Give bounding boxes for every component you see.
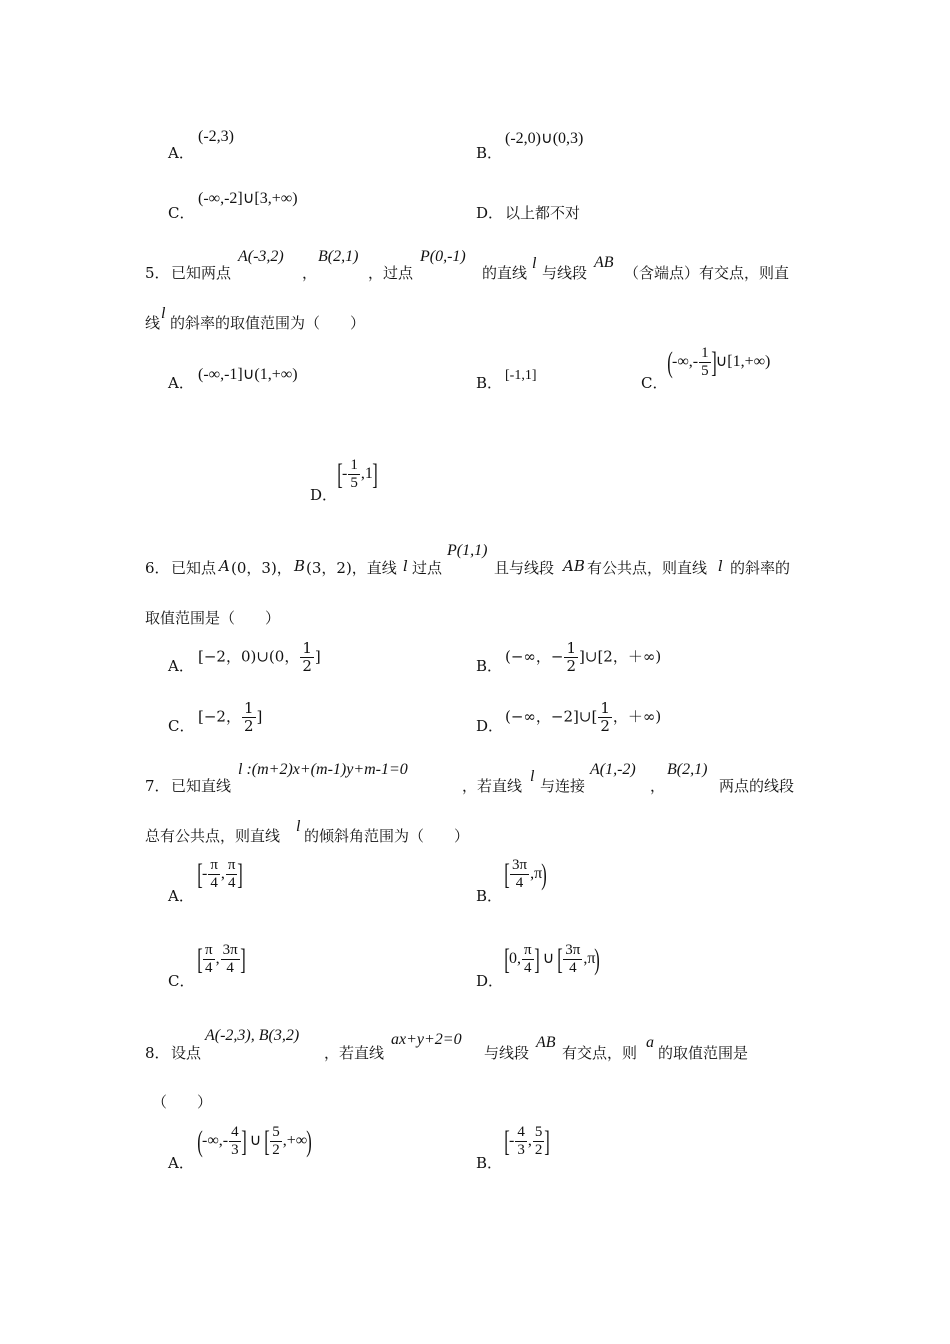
q8-number: 8．	[145, 1044, 170, 1062]
q5-segment-ab: AB	[594, 254, 614, 271]
q8-option-b-label: B．	[476, 1154, 503, 1172]
q6-option-a-value: [−2，0)∪(0， $\frac{1}{2}$ ]	[198, 639, 321, 675]
q7-text-5: 总有公共点，则直线	[145, 827, 281, 845]
q5-text-5: （含端点）有交点，则直	[624, 264, 790, 282]
q8-option-a-fraction-1: $\frac{4}{3}$	[231, 1124, 239, 1158]
q6-line-l: l	[403, 557, 408, 575]
q7-option-c-fraction-1: $\frac{\pi}{4}$	[205, 942, 213, 976]
q8-text-3: 与线段	[484, 1044, 530, 1062]
q8-option-b-fraction-2: $\frac{5}{2}$	[534, 1124, 543, 1158]
q8-option-a-fraction-2: $\frac{5}{2}$	[272, 1124, 280, 1158]
q7-option-c-fraction-2: $\frac{3\pi}{4}$	[222, 942, 238, 976]
q4-option-a-value: (-2,3)	[198, 128, 234, 145]
q7-option-d-value: [0, $\frac{\pi}{4}$ ] ∪ [ $\frac{3\pi}{4}$ ,π)	[504, 942, 601, 976]
q4-option-c-label: C．	[168, 204, 195, 222]
q8-text-4: 有交点，则	[562, 1044, 638, 1062]
q6-option-d-value: (−∞，−2]∪[ $\frac{1}{2}$ ，＋∞)	[505, 699, 662, 735]
q5-text-3: 的直线	[482, 264, 528, 282]
q5-option-a-value: (-∞,-1]∪(1,+∞)	[198, 366, 298, 383]
q6-text-5: 且与线段	[494, 559, 555, 577]
q7-option-a-fraction-1: $\frac{\pi}{4}$	[210, 857, 218, 891]
q6-segment-ab: AB	[563, 557, 585, 575]
q4-option-b-value: (-2,0)∪(0,3)	[505, 130, 584, 147]
q7-option-b-fraction: $\frac{3\pi}{4}$	[512, 857, 528, 891]
q5-option-b-value: [-1,1]	[505, 368, 537, 383]
q7-text-2: ，若直线	[462, 777, 523, 795]
q5-option-c-fraction: $\frac{1}{5}$	[701, 345, 709, 379]
q6-text-6: 有公共点，则直线	[587, 559, 708, 577]
q8-option-b-value: [- $\frac{4}{3}$ , $\frac{5}{2}$ ]	[504, 1124, 551, 1158]
q8-option-a-label: A．	[168, 1154, 194, 1172]
q4-option-c-value: (-∞,-2]∪[3,+∞)	[198, 190, 298, 207]
q8-text-5: 的取值范围是	[658, 1044, 749, 1062]
q7-line-l-2: l	[296, 818, 301, 835]
q8-points: A(-2,3), B(3,2)	[205, 1027, 300, 1044]
q7-sep: ，	[650, 777, 666, 795]
q6-option-d-label: D．	[476, 717, 504, 735]
q5-number: 5．	[145, 264, 170, 282]
q8-equation: ax+y+2=0	[391, 1031, 462, 1048]
q6-option-b-value: (−∞，− $\frac{1}{2}$ ]∪[2，＋∞)	[505, 639, 662, 675]
q4-option-d-label: D．	[476, 204, 504, 222]
q5-option-a-label: A．	[168, 374, 194, 392]
q8-option-b-fraction-1: $\frac{4}{3}$	[517, 1124, 525, 1158]
q5-option-d-label: D．	[310, 486, 338, 504]
q4-option-a-label: A．	[168, 144, 194, 162]
q6-point-p: P(1,1)	[447, 542, 488, 559]
q5-point-b: B(2,1)	[318, 248, 359, 265]
q6-text-1: 已知点	[171, 559, 217, 577]
q5-sep: ，	[302, 264, 318, 282]
q5-text-6: 线	[145, 314, 161, 332]
q7-text-3: 与连接	[540, 777, 586, 795]
q7-option-a-fraction-2: $\frac{\pi}{4}$	[227, 857, 236, 891]
q6-number: 6．	[145, 559, 170, 577]
q6-point-b: B	[294, 557, 306, 575]
q8-option-a-value: (-∞,- $\frac{4}{3}$ ] ∪ [ $\frac{5}{2}$ ,+∞)	[197, 1124, 312, 1158]
q7-option-d-fraction-1: $\frac{\pi}{4}$	[524, 942, 532, 976]
q5-text-2: ，过点	[368, 264, 414, 282]
q7-text-6: 的倾斜角范围为（ ）	[304, 827, 470, 845]
q4-option-d-text: 以上都不对	[505, 204, 581, 222]
q5-text-1: 已知两点	[171, 264, 232, 282]
q6-option-d-fraction: $\frac{1}{2}$	[600, 699, 610, 735]
q6-text-3: (3，2)，直线	[306, 559, 397, 577]
q8-text-2: ，若直线	[324, 1044, 385, 1062]
q7-option-b-label: B．	[476, 887, 503, 905]
q7-point-b: B(2,1)	[667, 761, 708, 778]
q7-option-c-label: C．	[168, 972, 195, 990]
q7-line-l: l	[530, 768, 535, 785]
q6-line-l-2: l	[718, 557, 723, 575]
q8-segment-ab: AB	[536, 1034, 556, 1051]
q6-option-c-value: [−2， $\frac{1}{2}$ ]	[198, 699, 263, 735]
q8-param-a: a	[646, 1034, 654, 1051]
q7-option-a-value: [- $\frac{\pi}{4}$ , $\frac{\pi}{4}$ ]	[197, 857, 244, 891]
q5-text-7: 的斜率的取值范围为（ ）	[170, 314, 366, 332]
q6-option-a-label: A．	[168, 657, 194, 675]
q6-option-c-fraction: $\frac{1}{2}$	[243, 699, 254, 735]
q7-equation: l :(m+2)x+(m-1)y+m-1=0	[238, 761, 408, 778]
q5-option-d-fraction: $\frac{1}{5}$	[350, 457, 358, 491]
q7-option-b-value: [ $\frac{3\pi}{4}$ ,π)	[504, 857, 547, 891]
q6-option-b-fraction: $\frac{1}{2}$	[566, 639, 577, 675]
q5-option-d-value: [- $\frac{1}{5}$ ,1]	[337, 457, 378, 491]
q6-option-a-fraction: $\frac{1}{2}$	[302, 639, 312, 675]
q5-line-l: l	[532, 255, 537, 272]
q6-point-a: A	[219, 557, 230, 575]
q5-option-c-value: (-∞,- $\frac{1}{5}$ ]∪[1,+∞)	[667, 345, 771, 379]
q4-option-b-label: B．	[476, 144, 503, 162]
q6-text-2: (0，3)，	[231, 559, 292, 577]
q7-point-a: A(1,-2)	[590, 761, 636, 778]
q8-text-6: （ ）	[152, 1093, 213, 1111]
q7-text-1: 已知直线	[171, 777, 232, 795]
q5-option-c-label: C．	[641, 374, 668, 392]
q6-text-4: 过点	[412, 559, 443, 577]
q6-option-b-label: B．	[476, 657, 503, 675]
q7-option-a-label: A．	[168, 887, 194, 905]
q6-text-8: 取值范围是（ ）	[145, 609, 281, 627]
q6-option-c-label: C．	[168, 717, 195, 735]
q7-option-d-label: D．	[476, 972, 504, 990]
q7-number: 7．	[145, 777, 170, 795]
q8-text-1: 设点	[171, 1044, 202, 1062]
q7-option-d-fraction-2: $\frac{3\pi}{4}$	[565, 942, 581, 976]
q5-point-p: P(0,-1)	[420, 248, 466, 265]
q5-point-a: A(-3,2)	[238, 248, 284, 265]
q5-option-b-label: B．	[476, 374, 503, 392]
q6-text-7: 的斜率的	[730, 559, 791, 577]
q7-option-c-value: [ $\frac{\pi}{4}$ , $\frac{3\pi}{4}$ ]	[197, 942, 246, 976]
q5-text-4: 与线段	[542, 264, 588, 282]
q5-line-l-2: l	[161, 305, 166, 322]
q7-text-4: 两点的线段	[719, 777, 795, 795]
